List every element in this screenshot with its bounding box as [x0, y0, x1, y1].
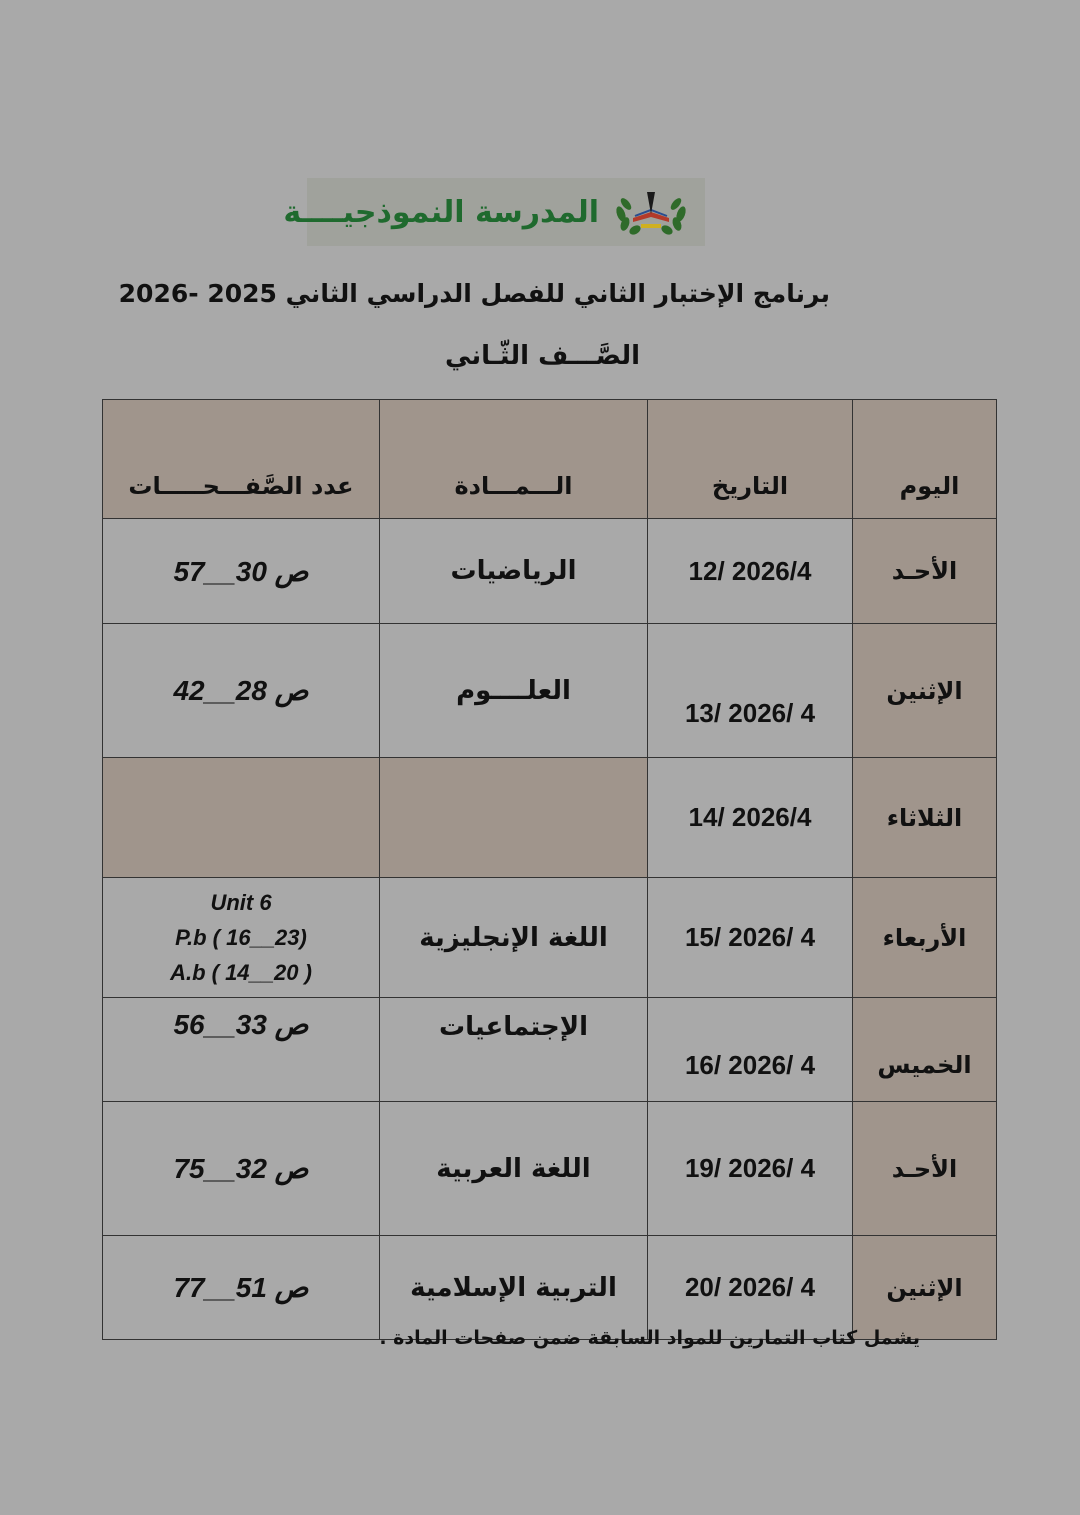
header-date: التاريخ — [648, 400, 853, 519]
date-cell: 16/ 2026/ 4 — [648, 998, 853, 1102]
table-row — [103, 519, 997, 624]
date-cell: 15/ 2026/ 4 — [648, 878, 853, 998]
day-cell: الثلاثاء — [853, 758, 997, 878]
date-cell: 12/ 2026/4 — [648, 519, 853, 624]
day-cell: الأحـد — [853, 519, 997, 624]
table-header-row — [103, 400, 997, 519]
table-row — [103, 758, 997, 878]
subject-cell-empty — [380, 758, 648, 878]
subject-cell: الإجتماعيات — [380, 998, 648, 1102]
footnote: يشمل كتاب التمارين للمواد السابقة ضمن صفحات المادة . — [379, 1327, 920, 1349]
pages-cell: ص 28__42 — [103, 624, 380, 758]
day-cell: الأربعاء — [853, 878, 997, 998]
table-row — [103, 1102, 997, 1236]
table-row — [103, 998, 997, 1102]
date-cell: 13/ 2026/ 4 — [648, 624, 853, 758]
pages-cell: ص 33__56 — [103, 998, 380, 1102]
pages-line: P.b ( 16__23) — [175, 925, 307, 950]
pages-line: Unit 6 — [210, 890, 272, 915]
table-row — [103, 878, 997, 998]
grade-title: الصَّـــف الثّـاني — [445, 341, 640, 371]
page-title: برنامج الإختبار الثاني للفصل الدراسي الثاني 2025 -2026 — [118, 279, 830, 308]
laurel-book-pen-emblem-icon — [611, 184, 691, 240]
pages-cell: ص 51__77 — [103, 1236, 380, 1340]
pages-cell: ص 30__57 — [103, 519, 380, 624]
pages-line: A.b ( 14__20 ) — [170, 960, 312, 985]
date-cell: 20/ 2026/ 4 — [648, 1236, 853, 1340]
header-day: اليوم — [853, 400, 997, 519]
day-cell: الخميس — [853, 998, 997, 1102]
pages-cell: ص 32__75 — [103, 1102, 380, 1236]
school-name: المدرسة النموذجيــــة — [283, 194, 599, 230]
table-row — [103, 624, 997, 758]
day-cell: الأحـد — [853, 1102, 997, 1236]
subject-cell: اللغة العربية — [380, 1102, 648, 1236]
day-cell: الإثنين — [853, 624, 997, 758]
subject-cell: العلــــوم — [380, 624, 648, 758]
subject-cell: التربية الإسلامية — [380, 1236, 648, 1340]
pages-cell — [103, 878, 380, 998]
header-subject: الـــمـــادة — [380, 400, 648, 519]
header-pages: عدد الصَّفـــحـــــات — [103, 400, 380, 519]
pages-cell-empty — [103, 758, 380, 878]
date-cell: 19/ 2026/ 4 — [648, 1102, 853, 1236]
day-cell: الإثنين — [853, 1236, 997, 1340]
date-cell: 14/ 2026/4 — [648, 758, 853, 878]
subject-cell: الرياضيات — [380, 519, 648, 624]
subject-cell: اللغة الإنجليزية — [380, 878, 648, 998]
exam-schedule-table — [102, 399, 997, 1340]
school-logo-banner — [283, 178, 705, 246]
